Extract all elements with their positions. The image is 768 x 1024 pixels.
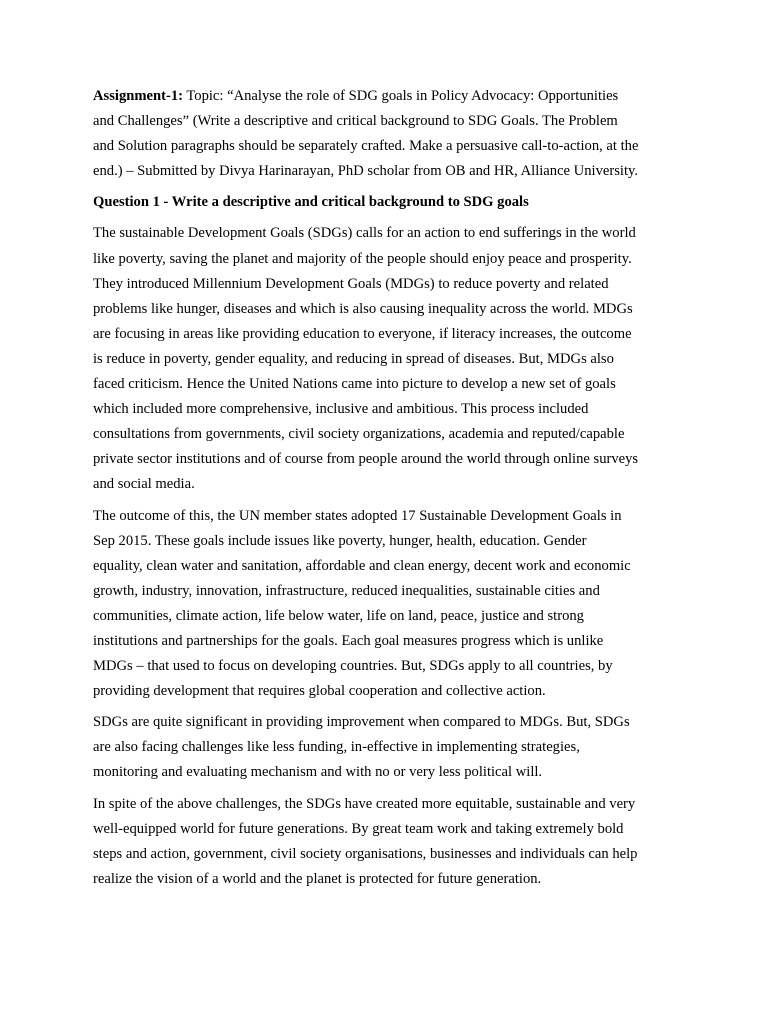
paragraph-background: The sustainable Development Goals (SDGs) calls for an action to end sufferings in the world like poverty, saving the planet and majority of the people should enjoy peace and prosperity. They introduced Millennium Development Goals (MDGs) to reduce poverty and related problems like hunger, diseases and which is also causing inequality across the world. MDGs are focusing in areas like providing education to everyone, if literacy increases, the outcome is reduce in poverty, gender equality, and reducing in spread of diseases. But, MDGs also faced criticism. Hence the United Nations came into picture to develop a new set of goals which included more comprehensive, inclusive and ambitious. This process included consultations from governments, civil society organizations, academia and reputed/capable private sector institutions and of course from people around the world through online surveys and social media. [93, 225, 639, 493]
assignment-intro [93, 84, 675, 184]
document-page [93, 84, 675, 898]
paragraph-conclusion: In spite of the above challenges, the SDGs have created more equitable, sustainable and very well-equipped world for future generations. By great team work and taking extremely bold steps and action, government, civil society organisations, businesses and individuals can help realize the vision of a world and the planet is protected for future generation. [93, 795, 638, 887]
assignment-label: Assignment-1: [93, 88, 183, 104]
paragraph-outcome: The outcome of this, the UN member states adopted 17 Sustainable Development Goals in Sep 2015. These goals include issues like poverty, hunger, health, education. Gender equality, clean water and sanitation, affordable and clean energy, decent work and economic growth, industry, innovation, infrastructure, reduced inequalities, sustainable cities and communities, climate action, life below water, life on land, peace, justice and strong institutions and partnerships for the goals. Each goal measures progress which is unlike MDGs – that used to focus on developing countries. But, SDGs apply to all countries, by providing development that requires global cooperation and collective action. [93, 507, 631, 700]
assignment-topic-text: Topic: “Analyse the role of SDG goals in Policy Advocacy: Opportunities and Challenges” (Write a descriptive and critical background to SDG Goals. The Problem and Solution paragraphs should be separately crafted. Make a persuasive call-to-action, at the end.) – Submitted by Divya Harinarayan, PhD scholar from OB and HR, Alliance University. [93, 88, 639, 180]
paragraph-challenges: SDGs are quite significant in providing improvement when compared to MDGs. But, SDGs are also facing challenges like less funding, in-effective in implementing strategies, monitoring and evaluating mechanism and with no or very less political will. [93, 714, 630, 781]
question-heading: Question 1 - Write a descriptive and critical background to SDG goals [93, 194, 529, 211]
